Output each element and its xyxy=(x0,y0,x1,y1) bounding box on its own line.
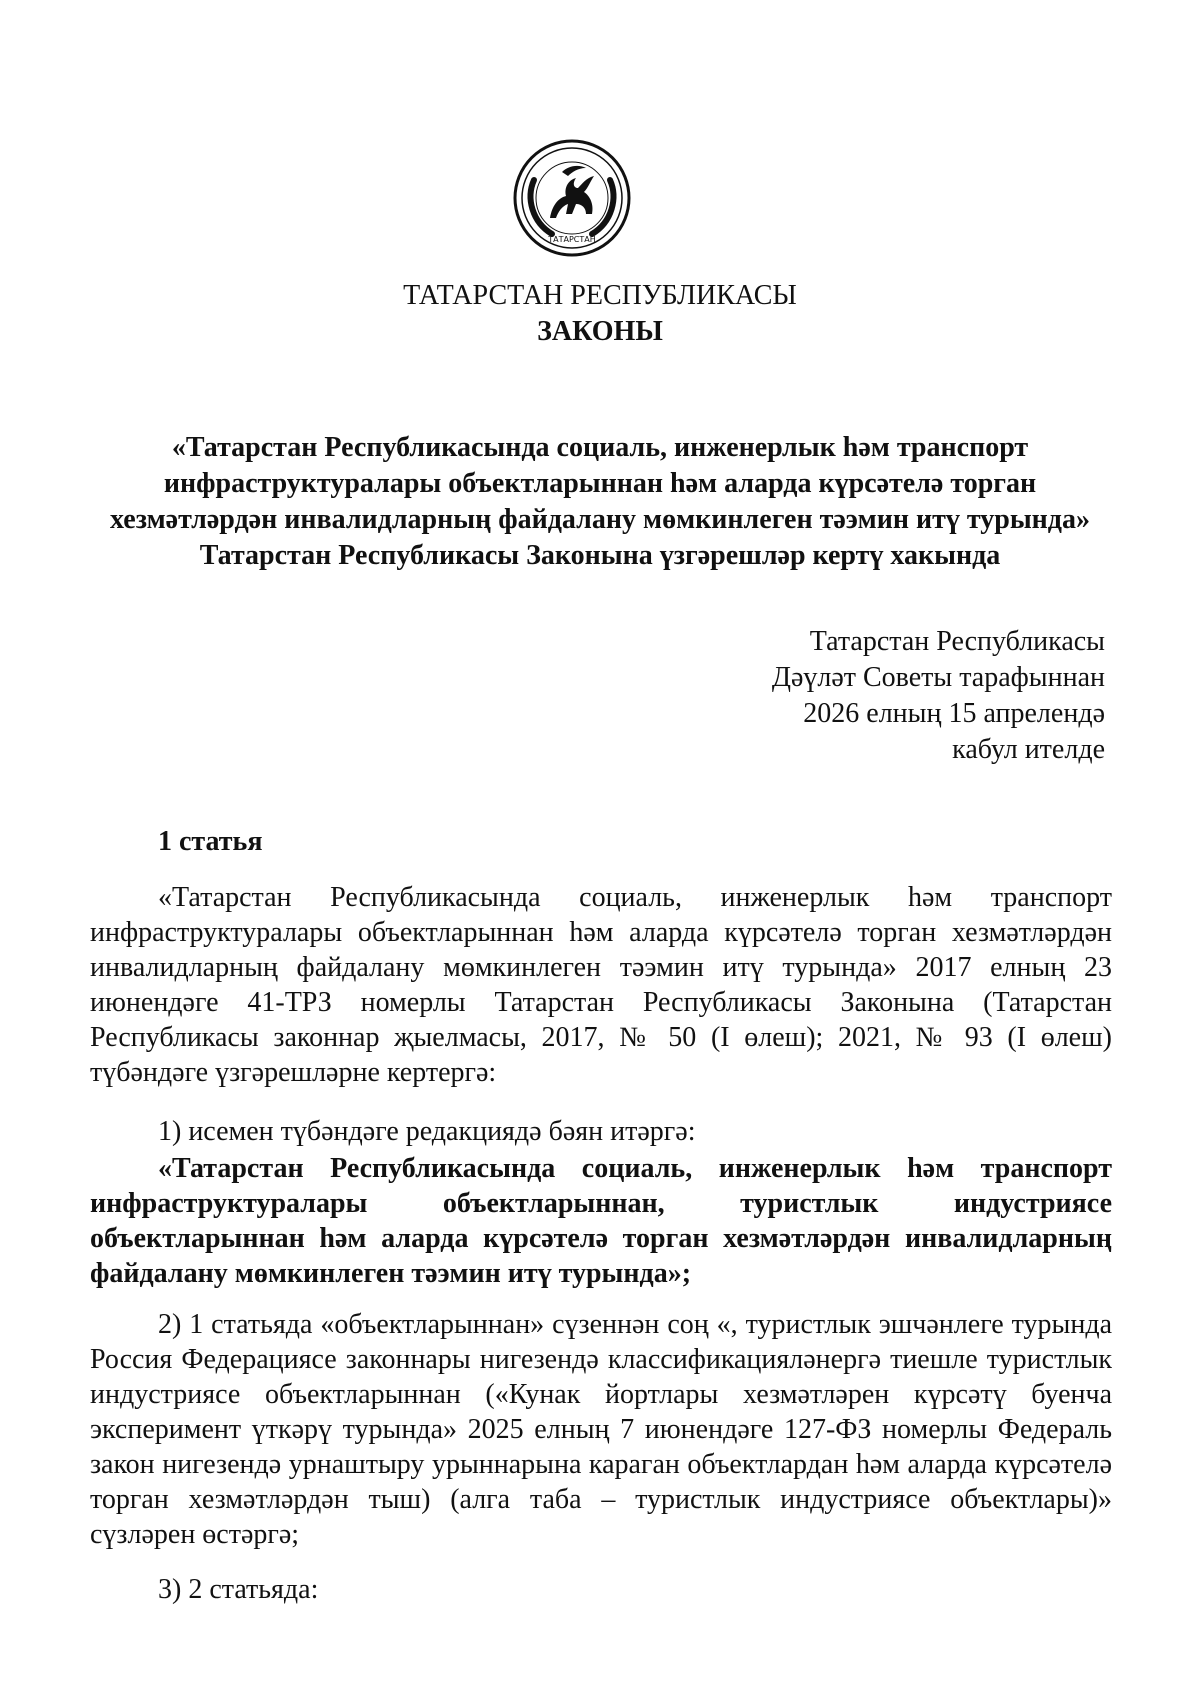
article-heading: 1 статья xyxy=(158,826,263,857)
seal-text: ТАТАРСТАН xyxy=(548,235,596,244)
document-type: ЗАКОНЫ xyxy=(537,316,663,347)
adoption-line: 2026 елның 15 апрелендә xyxy=(803,698,1105,729)
item-2-paragraph: 2) 1 статьяда «объектларыннан» сүзеннән соң «, туристлык эшчәнлеге турында Россия Федерациясе законнары нигезендә классификацияләнергә тиешле туристлык индустриясе объектларыннан («Кунак йортлары хезмәтләрен күрсәтү буенча эксперимент үткәрү турында» 2025 елның 7 июнендәге 127-ФЗ номерлы Федераль закон нигезендә урнаштыру урыннарына караган объектлардан һәм аларда күрсәтелә торган хезмәтләрдән тыш) (алга таба – туристлык индустриясе объектлары)» сүзләрен өстәргә; xyxy=(90,1309,1112,1550)
title-line: «Татарстан Республикасында социаль, инженерлык һәм транспорт xyxy=(171,432,1029,463)
item-3-paragraph: 3) 2 статьяда: xyxy=(158,1574,319,1605)
adoption-line: Татарстан Республикасы xyxy=(809,626,1105,657)
republic-name: ТАТАРСТАН РЕСПУБЛИКАСЫ xyxy=(403,280,797,311)
adoption-note xyxy=(685,624,1105,768)
adoption-line: Дәүләт Советы тарафыннан xyxy=(771,662,1105,693)
tatarstan-coat-of-arms-icon xyxy=(512,138,632,258)
article-intro-paragraph: «Татарстан Республикасында социаль, инженерлык һәм транспорт инфраструктуралары объектларыннан һәм аларда күрсәтелә торган хезмәтләрдән инвалидларның файдалану мөмкинлеген тәэмин итү турында» 2017 елның 23 июнендәге 41-ТРЗ номерлы Татарстан Республикасы Законына (Татарстан Республикасы законнар җыелмасы, 2017, № 50 (I өлеш); 2021, № 93 (I өлеш) түбәндәге үзгәрешләрне кертергә: xyxy=(90,882,1112,1088)
title-line: хезмәтләрдән инвалидларның файдалану мөмкинлеген тәэмин итү турында» xyxy=(110,504,1090,535)
title-line: Татарстан Республикасы Законына үзгәрешләр кертү хакында xyxy=(199,540,1001,571)
law-title xyxy=(90,430,1110,574)
item-1-new-title: «Татарстан Республикасында социаль, инженерлык һәм транспорт инфраструктуралары объектларыннан, туристлык индустриясе объектларыннан һәм аларда күрсәтелә торган хезмәтләрдән инвалидларның файдалану мөмкинлеген тәэмин итү турында»; xyxy=(90,1153,1112,1289)
item-1-paragraph: 1) исемен түбәндәге редакциядә бәян итәргә: xyxy=(158,1116,696,1147)
title-line: инфраструктуралары объектларыннан һәм аларда күрсәтелә торган xyxy=(163,468,1037,499)
adoption-line: кабул ителде xyxy=(952,734,1105,765)
